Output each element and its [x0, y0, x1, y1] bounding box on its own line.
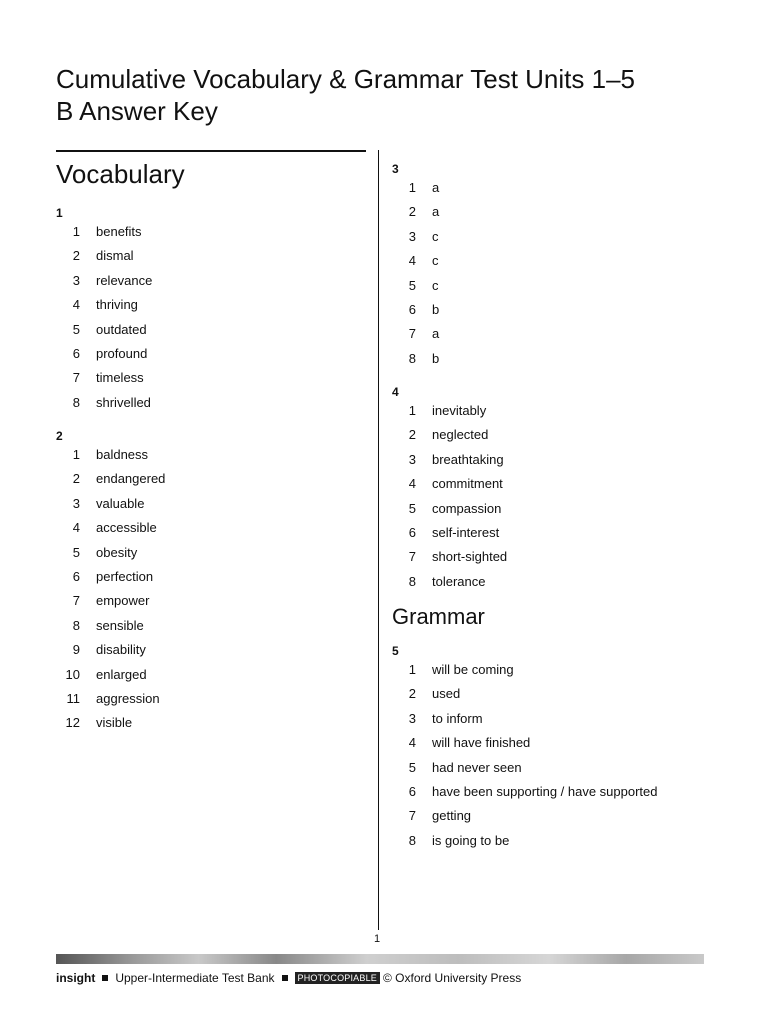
- answer-item: [392, 760, 658, 784]
- item-number: 2: [408, 427, 416, 443]
- item-answer: b: [432, 301, 440, 317]
- answer-item: [392, 278, 439, 302]
- answer-item: [392, 427, 507, 451]
- item-answer: aggression: [96, 690, 160, 706]
- item-number: 8: [408, 350, 416, 366]
- item-number: 1: [408, 403, 416, 418]
- square-bullet-icon: [282, 975, 288, 981]
- exercise-number: 1: [56, 206, 63, 220]
- item-answer: had never seen: [432, 759, 522, 775]
- item-number: 4: [72, 297, 80, 313]
- exercise-2: [56, 429, 165, 740]
- answer-item: [56, 715, 165, 739]
- exercise-3: [392, 162, 439, 375]
- item-answer: is going to be: [432, 832, 510, 848]
- item-answer: perfection: [96, 568, 154, 584]
- item-answer: used: [432, 686, 461, 702]
- item-number: 3: [72, 272, 80, 288]
- item-answer: c: [432, 277, 439, 293]
- item-answer: dismal: [96, 248, 134, 264]
- vocabulary-heading: Vocabulary: [56, 159, 185, 189]
- item-number: 3: [408, 710, 416, 726]
- item-number: 4: [408, 735, 416, 751]
- answer-item: [392, 662, 658, 686]
- item-number: 6: [408, 524, 416, 540]
- item-answer: profound: [96, 345, 148, 361]
- answer-item: [392, 326, 439, 350]
- item-number: 5: [408, 759, 416, 775]
- footer-brand: insight: [56, 971, 96, 985]
- item-number: 7: [72, 593, 80, 609]
- item-number: 2: [408, 686, 416, 702]
- item-answer: shrivelled: [96, 394, 151, 410]
- answer-item: [56, 322, 152, 346]
- item-number: 6: [72, 568, 80, 584]
- item-answer: obesity: [96, 544, 138, 560]
- answer-list: [392, 403, 507, 598]
- item-answer: disability: [96, 642, 146, 658]
- exercise-4: [392, 385, 507, 598]
- footer-product: Upper-Intermediate Test Bank: [115, 971, 275, 985]
- answer-item: [392, 253, 439, 277]
- item-number: 2: [72, 248, 80, 264]
- answer-item: [56, 346, 152, 370]
- answer-item: [56, 224, 152, 248]
- exercise-1: [56, 206, 152, 419]
- answer-item: [56, 297, 152, 321]
- answer-item: [392, 574, 507, 598]
- grammar-heading: Grammar: [392, 604, 485, 629]
- item-answer: accessible: [96, 520, 157, 536]
- square-bullet-icon: [102, 975, 108, 981]
- answer-item: [56, 642, 165, 666]
- item-answer: c: [432, 253, 439, 269]
- exercise-number: 4: [392, 385, 399, 399]
- answer-item: [392, 833, 658, 857]
- answer-item: [56, 273, 152, 297]
- answer-item: [56, 248, 152, 272]
- item-answer: outdated: [96, 321, 147, 337]
- exercise-number: 3: [392, 162, 399, 176]
- answer-item: [56, 496, 165, 520]
- answer-item: [56, 545, 165, 569]
- item-number: 8: [408, 573, 416, 589]
- item-number: 4: [408, 476, 416, 492]
- item-answer: enlarged: [96, 666, 147, 682]
- answer-item: [392, 784, 658, 808]
- answer-item: [392, 476, 507, 500]
- item-answer: tolerance: [432, 573, 486, 589]
- item-number: 1: [72, 224, 80, 239]
- item-number: 8: [408, 832, 416, 848]
- item-answer: a: [432, 204, 440, 220]
- photocopiable-badge: PHOTOCOPIABLE: [295, 972, 380, 984]
- answer-item: [392, 403, 507, 427]
- answer-item: [56, 667, 165, 691]
- item-answer: short-sighted: [432, 549, 508, 565]
- item-answer: inevitably: [432, 403, 487, 418]
- item-number: 6: [72, 345, 80, 361]
- item-answer: visible: [96, 715, 133, 731]
- footer-image-band: [56, 954, 704, 964]
- answer-item: [392, 302, 439, 326]
- item-number: 4: [72, 520, 80, 536]
- item-answer: thriving: [96, 297, 138, 313]
- answer-item: [392, 525, 507, 549]
- answer-list: [392, 180, 439, 375]
- answer-item: [56, 471, 165, 495]
- answer-item: [392, 452, 507, 476]
- answer-item: [392, 735, 658, 759]
- item-number: 7: [408, 549, 416, 565]
- item-answer: a: [432, 180, 440, 195]
- column-divider: [378, 150, 379, 930]
- item-answer: relevance: [96, 272, 153, 288]
- section-rule: [56, 150, 366, 152]
- item-number: 12: [65, 715, 80, 731]
- item-number: 8: [72, 617, 80, 633]
- answer-item: [56, 593, 165, 617]
- item-answer: valuable: [96, 495, 145, 511]
- item-answer: self-interest: [432, 524, 500, 540]
- exercise-number: 5: [392, 644, 399, 658]
- item-number: 6: [408, 783, 416, 799]
- item-number: 1: [72, 447, 80, 462]
- item-number: 4: [408, 253, 416, 269]
- item-number: 3: [72, 495, 80, 511]
- item-number: 10: [65, 666, 80, 682]
- answer-list: [56, 447, 165, 740]
- item-answer: c: [432, 228, 439, 244]
- item-number: 7: [408, 808, 416, 824]
- item-number: 1: [408, 180, 416, 195]
- item-answer: sensible: [96, 617, 144, 633]
- item-answer: timeless: [96, 370, 144, 386]
- answer-item: [392, 549, 507, 573]
- item-answer: baldness: [96, 447, 149, 462]
- answer-item: [56, 618, 165, 642]
- item-answer: compassion: [432, 500, 502, 516]
- item-answer: breathtaking: [432, 451, 504, 467]
- item-number: 5: [72, 544, 80, 560]
- item-number: 3: [408, 451, 416, 467]
- answer-item: [56, 395, 152, 419]
- item-number: 5: [72, 321, 80, 337]
- answer-item: [56, 520, 165, 544]
- title-line-1: Cumulative Vocabulary & Grammar Test Units 1–5: [56, 64, 635, 94]
- item-answer: commitment: [432, 476, 503, 492]
- exercise-number: 2: [56, 429, 63, 443]
- answer-item: [392, 229, 439, 253]
- item-answer: neglected: [432, 427, 489, 443]
- answer-item: [56, 691, 165, 715]
- answer-item: [56, 569, 165, 593]
- answer-item: [392, 351, 439, 375]
- footer: [56, 971, 521, 985]
- answer-item: [392, 204, 439, 228]
- item-number: 9: [72, 642, 80, 658]
- item-number: 3: [408, 228, 416, 244]
- item-answer: endangered: [96, 471, 166, 487]
- answer-item: [392, 501, 507, 525]
- item-answer: to inform: [432, 710, 483, 726]
- item-number: 6: [408, 301, 416, 317]
- item-answer: have been supporting / have supported: [432, 783, 658, 799]
- footer-copyright: © Oxford University Press: [383, 971, 522, 985]
- item-number: 5: [408, 277, 416, 293]
- item-number: 8: [72, 394, 80, 410]
- answer-item: [392, 808, 658, 832]
- answer-item: [392, 711, 658, 735]
- item-number: 2: [72, 471, 80, 487]
- exercise-5: [392, 644, 658, 857]
- answer-item: [56, 370, 152, 394]
- title-line-2: B Answer Key: [56, 96, 218, 126]
- item-answer: b: [432, 350, 440, 366]
- page-number: 1: [374, 933, 381, 945]
- item-answer: will be coming: [432, 662, 514, 677]
- answer-item: [392, 180, 439, 204]
- item-answer: getting: [432, 808, 472, 824]
- item-number: 7: [72, 370, 80, 386]
- item-number: 1: [408, 662, 416, 677]
- answer-list: [56, 224, 152, 419]
- item-answer: will have finished: [432, 735, 531, 751]
- answer-list: [392, 662, 658, 857]
- answer-item: [392, 686, 658, 710]
- item-number: 5: [408, 500, 416, 516]
- page-title: [56, 63, 736, 127]
- item-number: 11: [66, 690, 80, 706]
- item-answer: benefits: [96, 224, 142, 239]
- item-answer: empower: [96, 593, 150, 609]
- item-number: 7: [408, 326, 416, 342]
- answer-item: [56, 447, 165, 471]
- item-answer: a: [432, 326, 440, 342]
- item-number: 2: [408, 204, 416, 220]
